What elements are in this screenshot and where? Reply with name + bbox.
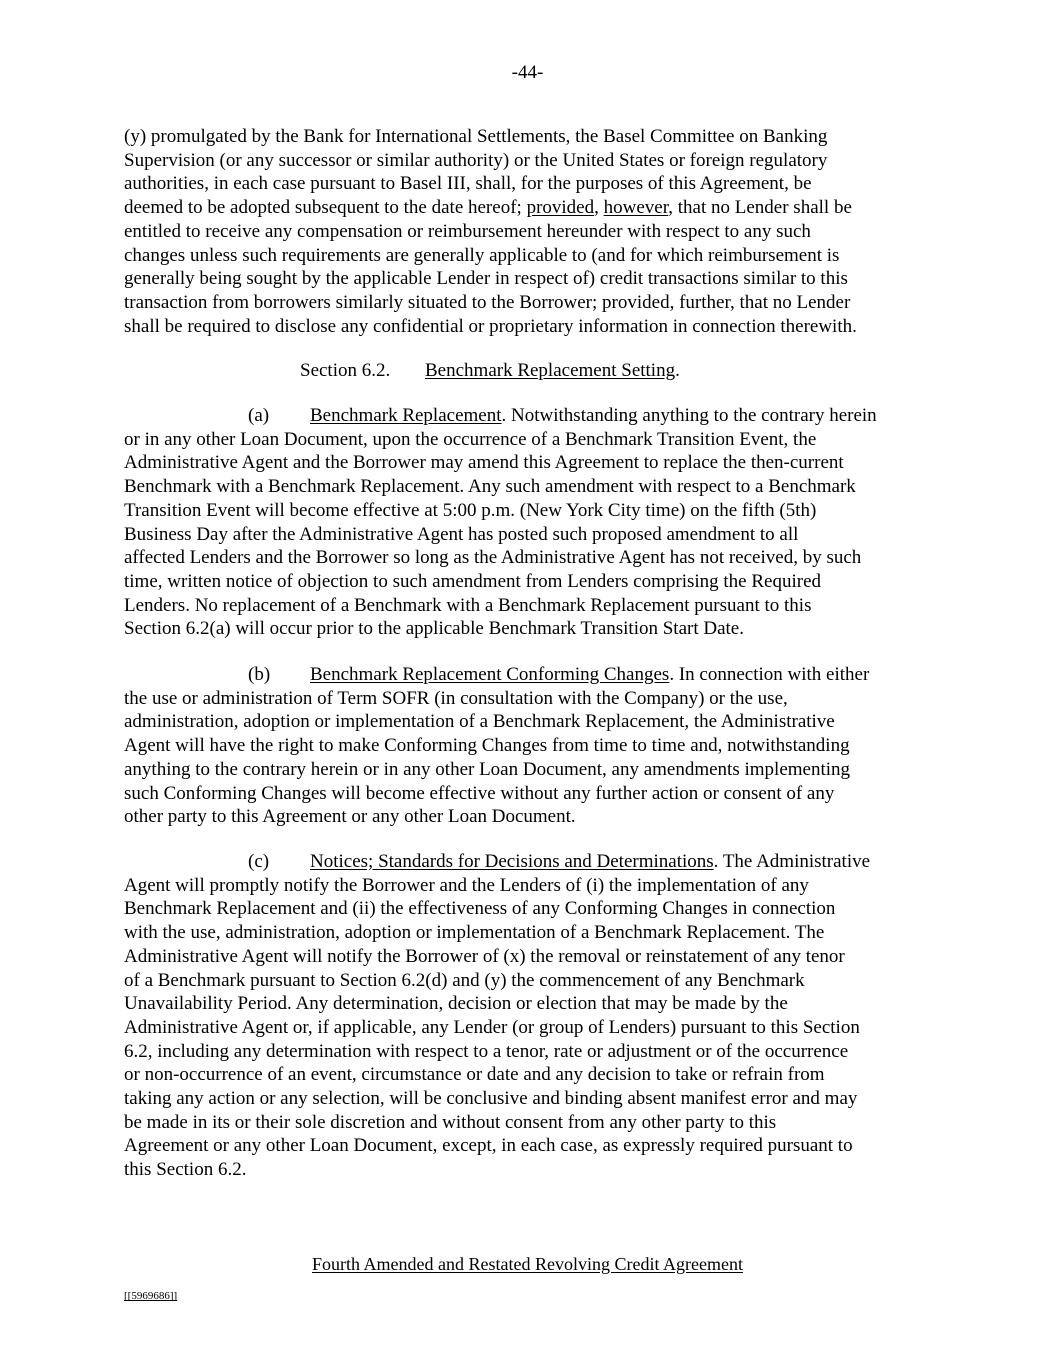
- section-heading: [300, 360, 680, 382]
- text-line: Administrative Agent or, if applicable, any Lender (or group of Lenders) pursuant to this Section: [124, 1016, 860, 1038]
- text-line: Agent will have the right to make Conforming Changes from time to time and, notwithstanding: [124, 735, 850, 757]
- text-line: Lenders. No replacement of a Benchmark with a Benchmark Replacement pursuant to this: [124, 594, 812, 616]
- text-line: Transition Event will become effective at 5:00 p.m. (New York City time) on the fifth (5th): [124, 499, 817, 521]
- text-line: affected Lenders and the Borrower so long as the Administrative Agent has not received, by such: [124, 547, 862, 569]
- text-line: 6.2, including any determination with respect to a tenor, rate or adjustment or of the occurrence: [124, 1040, 849, 1062]
- text-line: anything to the contrary herein or in any other Loan Document, any amendments implementing: [124, 758, 851, 780]
- document-id: [[5969686]]: [124, 1290, 178, 1302]
- subsection-b: [124, 663, 944, 829]
- section-number: Section 6.2.: [300, 360, 391, 381]
- text-line: generally being sought by the applicable Lender in respect of) credit transactions similar to this: [124, 268, 848, 290]
- footer-title-text: Fourth Amended and Restated Revolving Credit Agreement: [312, 1254, 743, 1274]
- text-line: Agreement or any other Loan Document, except, in each case, as expressly required pursuant to: [124, 1135, 853, 1157]
- intro-paragraph: [124, 125, 944, 338]
- text-line: time, written notice of objection to such amendment from Lenders comprising the Required: [124, 570, 822, 592]
- text-line: or in any other Loan Document, upon the occurrence of a Benchmark Transition Event, the: [124, 428, 817, 450]
- text-fragment: . In connection with either: [669, 664, 870, 685]
- text-line: taking any action or any selection, will be conclusive and binding absent manifest error and may: [124, 1088, 858, 1110]
- text-line: transaction from borrowers similarly situated to the Borrower; provided, further, that no Lender: [124, 291, 851, 313]
- text-line: Administrative Agent and the Borrower may amend this Agreement to replace the then-current: [124, 452, 844, 474]
- subsection-heading: Benchmark Replacement Conforming Changes: [310, 664, 670, 685]
- text-line: [124, 404, 944, 428]
- text-line: (y) promulgated by the Bank for International Settlements, the Basel Committee on Banking: [124, 126, 828, 147]
- text-line: [124, 850, 944, 874]
- text-line: Agent will promptly notify the Borrower and the Lenders of (i) the implementation of any: [124, 874, 809, 896]
- text-line: the use or administration of Term SOFR (in consultation with the Company) or the use,: [124, 687, 788, 709]
- text-line: shall be required to disclose any confidential or proprietary information in connection therewith.: [124, 315, 857, 337]
- subsection-c: [124, 850, 944, 1182]
- text-line: Business Day after the Administrative Agent has posted such proposed amendment to all: [124, 523, 799, 545]
- text-line: authorities, in each case pursuant to Basel III, shall, for the purposes of this Agreement, be: [124, 173, 812, 195]
- subsection-label: (a): [248, 405, 270, 426]
- footer-title: [0, 1254, 1055, 1275]
- subsection-heading: Notices; Standards for Decisions and Determinations: [310, 851, 714, 872]
- text-line: [124, 196, 944, 220]
- text-line: or non-occurrence of an event, circumstance or date and any decision to take or refrain from: [124, 1064, 825, 1086]
- subsection-a: [124, 404, 944, 641]
- section-title-punct: .: [675, 360, 680, 381]
- page-number: -44-: [511, 62, 544, 83]
- text-line: other party to this Agreement or any other Loan Document.: [124, 806, 576, 828]
- section-title: Benchmark Replacement Setting: [425, 360, 676, 381]
- subsection-label: (c): [248, 851, 270, 872]
- subsection-label: (b): [248, 664, 271, 685]
- text-line: such Conforming Changes will become effective without any further action or consent of any: [124, 782, 835, 804]
- text-line: of a Benchmark pursuant to Section 6.2(d) and (y) the commencement of any Benchmark: [124, 969, 805, 991]
- text-line: Administrative Agent will notify the Borrower of (x) the removal or reinstatement of any tenor: [124, 945, 845, 967]
- text-line: Supervision (or any successor or similar authority) or the United States or foreign regulatory: [124, 149, 828, 171]
- text-fragment: ,: [594, 197, 604, 219]
- text-line: Benchmark with a Benchmark Replacement. Any such amendment with respect to a Benchmark: [124, 476, 856, 498]
- subsection-heading: Benchmark Replacement: [310, 405, 502, 426]
- text-fragment: . The Administrative: [713, 851, 871, 872]
- text-line: Unavailability Period. Any determination, decision or election that may be made by the: [124, 993, 788, 1015]
- text-fragment: deemed to be adopted subsequent to the date hereof;: [124, 197, 527, 219]
- text-line: with the use, administration, adoption or implementation of a Benchmark Replacement. The: [124, 922, 825, 944]
- text-line: be made in its or their sole discretion and without consent from any other party to this: [124, 1111, 777, 1133]
- text-fragment: , that no Lender shall be: [668, 197, 852, 219]
- text-line: this Section 6.2.: [124, 1159, 247, 1181]
- text-line: changes unless such requirements are generally applicable to (and for which reimbursement is: [124, 244, 840, 266]
- text-line: Benchmark Replacement and (ii) the effectiveness of any Conforming Changes in connection: [124, 898, 836, 920]
- text-fragment: . Notwithstanding anything to the contrary herein: [501, 405, 877, 426]
- however-term: however: [603, 197, 669, 219]
- text-line: administration, adoption or implementation of a Benchmark Replacement, the Administrative: [124, 711, 835, 733]
- text-line: entitled to receive any compensation or reimbursement hereunder with respect to any such: [124, 220, 811, 242]
- text-line: [124, 663, 944, 687]
- text-line: Section 6.2(a) will occur prior to the applicable Benchmark Transition Start Date.: [124, 618, 744, 640]
- provided-term: provided: [526, 197, 595, 219]
